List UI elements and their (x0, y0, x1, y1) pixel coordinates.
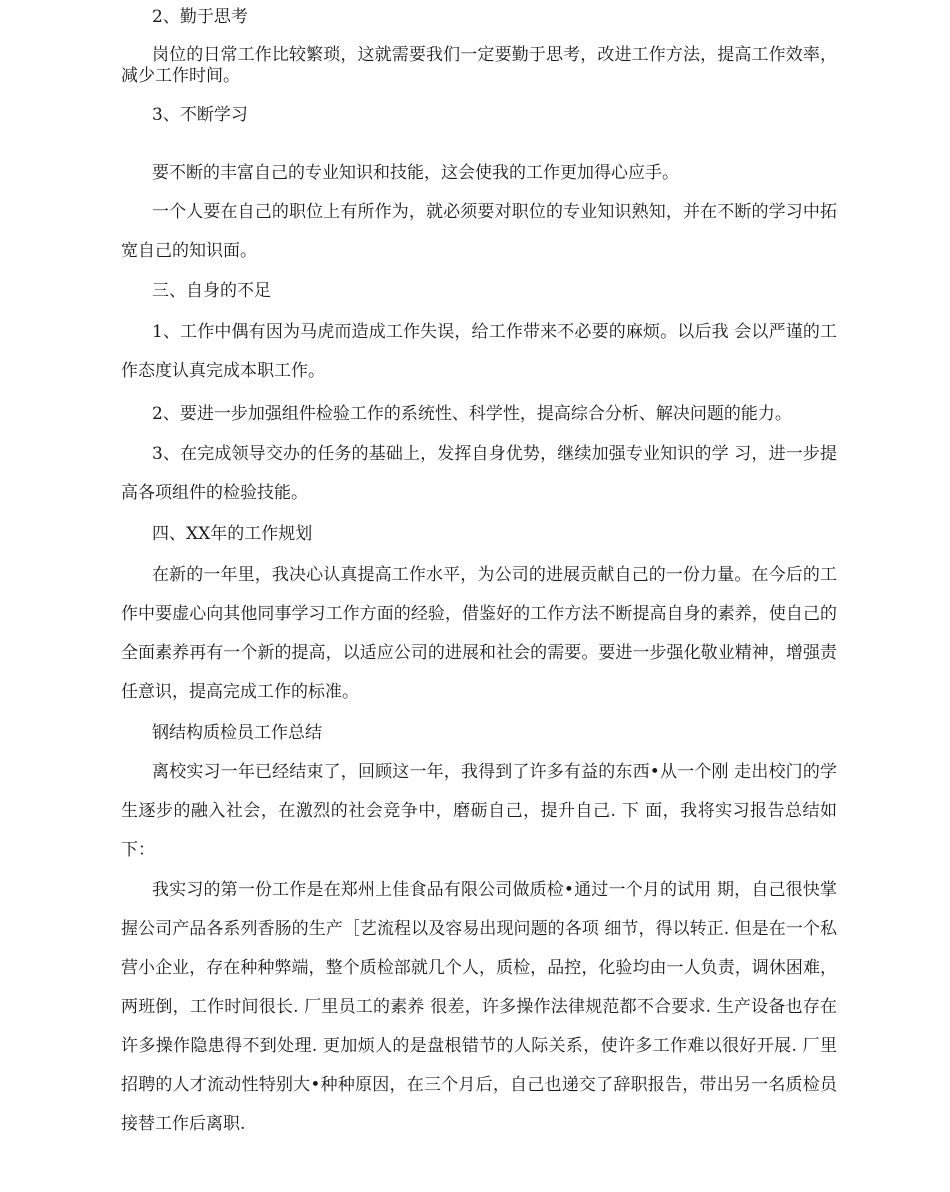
paragraph-learn-body-2: 一个人要在自己的职位上有所作为，就必须要对职位的专业知识熟知，并在不断的学习中拓宽自己的知识面。 (121, 202, 837, 261)
paragraph-heading-plan: 四、XX年的工作规划 (152, 524, 313, 544)
paragraph-internship-body: 我实习的第一份工作是在郑州上佳食品有限公司做质检•通过一个月的试用 期，自己很快掌握公司产品各系列香肠的生产［艺流程以及容易出现问题的各项 细节，得以转正. 但是在一个私营小企业，存在种种弊端，整个质检部就几个人，质检，品控，化验均由一人负责，调休困难，两班倒，工作时间很长. 厂里员工的素养 很差，许多操作法律规范都不合要求. 生产设备也存在许多操作隐患得不到处理. 更加烦人的是盘根错节的人际关系，使许多工作难以很好开展. 厂里招聘的人才流动性特别大•种种原因，在三个月后，自己也递交了辞职报告，带出另一名质检员接替工作后离职. (121, 880, 837, 1134)
paragraph-shortcoming-2: 2、要进一步加强组件检验工作的系统性、科学性，提高综合分析、解决问题的能力。 (152, 404, 792, 424)
paragraph-heading-think: 2、勤于思考 (152, 7, 248, 27)
paragraph-think-body: 岗位的日常工作比较繁琐，这就需要我们一定要勤于思考，改进工作方法，提高工作效率，减少工作时间。 (121, 45, 837, 86)
paragraph-shortcoming-1: 1、工作中偶有因为马虎而造成工作失误，给工作带来不必要的麻烦。以后我 会以严谨的工作态度认真完成本职工作。 (121, 322, 837, 381)
paragraph-shortcoming-3: 3、在完成领导交办的任务的基础上，发挥自身优势，继续加强专业知识的学 习，进一步提高各项组件的检验技能。 (121, 444, 837, 503)
paragraph-internship-intro: 离校实习一年已经结束了，回顾这一年，我得到了许多有益的东西•从一个刚 走出校门的学生逐步的融入社会，在激烈的社会竞争中，磨砺自己，提升自己. 下 面，我将实习报告总结如下： (121, 762, 837, 860)
paragraph-learn-body-1: 要不断的丰富自己的专业知识和技能，这会使我的工作更加得心应手。 (152, 163, 679, 183)
paragraph-heading-shortcomings: 三、自身的不足 (152, 281, 271, 301)
paragraph-plan-body: 在新的一年里，我决心认真提高工作水平，为公司的进展贡献自己的一份力量。在今后的工作中要虚心向其他同事学习工作方面的经验，借鉴好的工作方法不断提高自身的素养，使自己的全面素养再有一个新的提高，以适应公司的进展和社会的需要。要进一步强化敬业精神，增强责任意识，提高完成工作的标准。 (121, 565, 837, 702)
paragraph-heading-learn: 3、不断学习 (152, 105, 248, 125)
paragraph-heading-summary: 钢结构质检员工作总结 (152, 723, 322, 743)
